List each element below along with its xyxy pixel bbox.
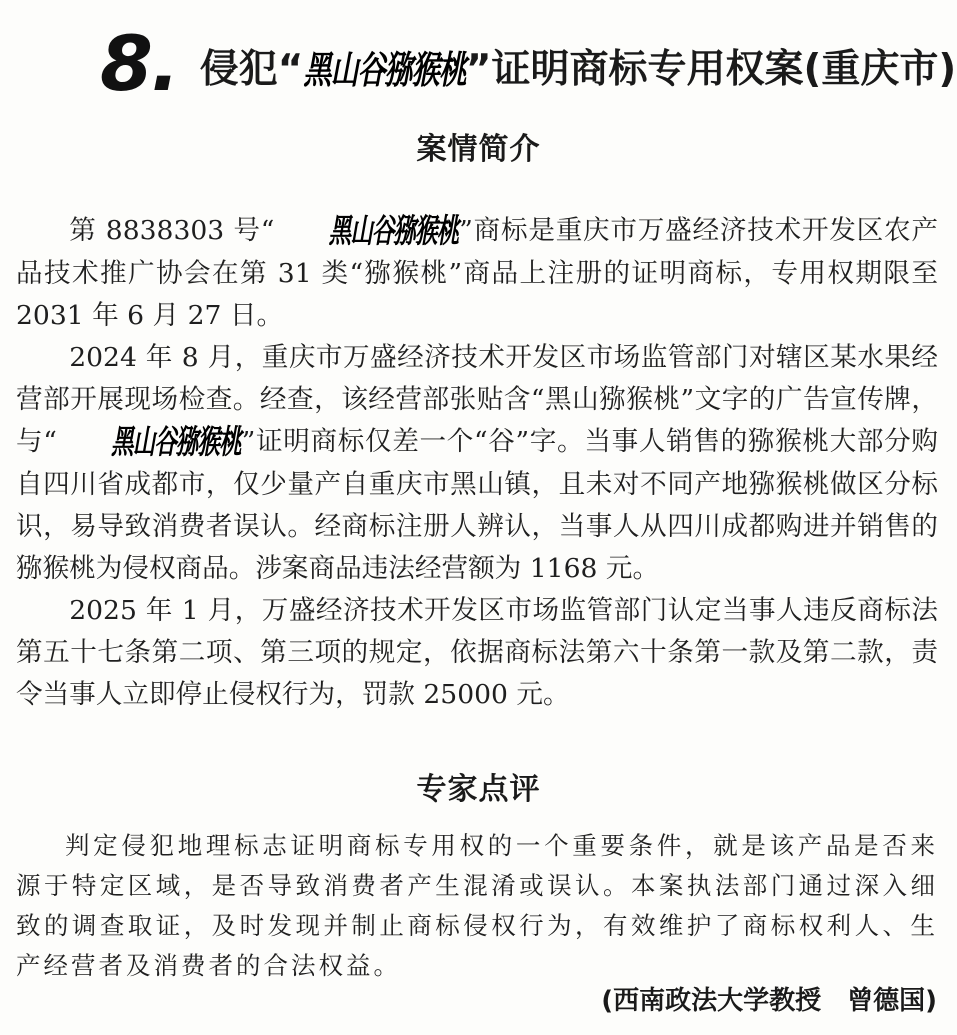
expert-comment-text: 判定侵犯地理标志证明商标专用权的一个重要条件，就是该产品是否来源于特定区域，是否导致消费者产生混淆或误认。本案执法部门通过深入细致的调查取证，及时发现并制止商标侵权行为，有效维护了商标权利人、生产经营者及消费者的合法权益。: [16, 831, 938, 980]
case-title-text: [200, 39, 956, 103]
case-paragraph-1: [16, 210, 938, 337]
p2-text-a: 2024 年 8 月，重庆市万盛经济技术开发区市场监管部门对辖区某水果经营部开展现场检查。经查，该经营部张贴含“黑山猕猴桃”文字的广告宣传牌，与“: [16, 342, 938, 457]
case-paragraph-3: 2025 年 1 月，万盛经济技术开发区市场监管部门认定当事人违反商标法第五十七条第二项、第三项的规定，依据商标法第六十条第一款及第二款，责令当事人立即停止侵权行为，罚款 25000 元。: [16, 595, 938, 710]
trademark-logotype: 黑山谷猕猴桃: [303, 48, 466, 93]
expert-comment-heading: 专家点评: [416, 772, 541, 807]
expert-comment-body: [16, 826, 938, 986]
case-number: 8.: [100, 19, 178, 108]
article-title: [100, 12, 957, 108]
trademark-logotype: 黑山谷猕猴桃: [111, 424, 241, 462]
case-paragraph-2: [16, 337, 938, 590]
p2-text-b: ”证明商标仅差一个“谷”字。当事人销售的猕猴桃大部分购自四川省成都市，仅少量产自重庆市黑山镇，且未对不同产地猕猴桃做区分标识，易导致消费者误认。经商标注册人辨认，当事人从四川成都购进并销售的猕猴桃为侵权商品。涉案商品违法经营额为 1168 元。: [16, 426, 938, 584]
expert-signature: (西南政法大学教授 曾德国): [601, 986, 937, 1016]
case-summary-heading: 案情简介: [416, 132, 541, 167]
case-summary-body: [16, 210, 938, 716]
trademark-logotype: 黑山谷猕猴桃: [328, 213, 459, 251]
p1-text-b: ”商标是重庆市万盛经济技术开发区农产品技术推广协会在第 31 类“猕猴桃”商品上注册的证明商标，专用权期限至 2031 年 6 月 27 日。: [16, 215, 938, 331]
title-suffix: ”证明商标专用权案(重庆市): [465, 46, 957, 92]
p1-text-a: 第 8838303 号“: [69, 215, 275, 246]
title-prefix: 侵犯“: [199, 46, 304, 92]
